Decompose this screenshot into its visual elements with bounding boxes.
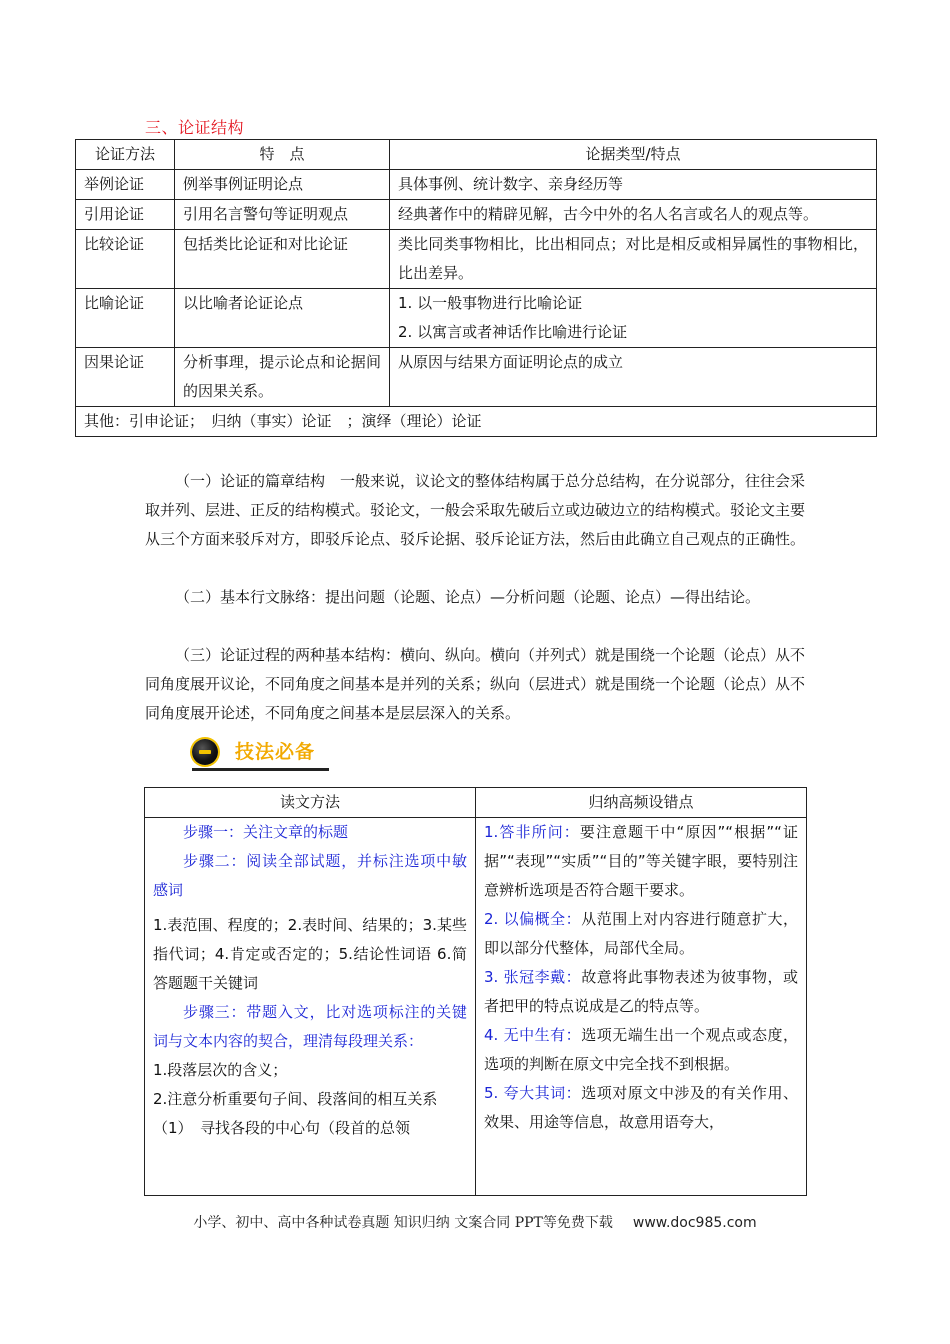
step-3-item: 2.注意分析重要句子间、段落间的相互关系: [153, 1090, 438, 1108]
header-evidence: 论据类型/特点: [390, 140, 877, 170]
header-reading-method: 读文方法: [145, 788, 476, 818]
step-3-item: 1.段落层次的含义；: [153, 1061, 288, 1079]
table-header-row: [145, 788, 807, 818]
table-row: [76, 230, 877, 289]
error-label: 2. 以偏概全：: [484, 910, 582, 928]
row-evidence: 经典著作中的精辟见解，古今中外的名人名言或名人的观点等。: [390, 200, 877, 230]
row-feature: 例举事例证明论点: [175, 170, 390, 200]
error-point: [484, 963, 798, 1021]
footer-text: 小学、初中、高中各种试卷真题 知识归纳 文案合同 PPT等免费下载: [193, 1215, 613, 1231]
row-evidence-list: [390, 289, 877, 348]
evidence-item: 2. 以寓言或者神话作比喻进行论证: [398, 323, 628, 341]
step-2: 步骤二：阅读全部试题，并标注选项中敏感词: [153, 852, 467, 899]
table-row: [76, 200, 877, 230]
row-method: 比较论证: [76, 230, 175, 289]
table-row-other: [76, 407, 877, 437]
paragraph-context: （二）基本行文脉络：提出问题（论题、论点）—分析问题（论题、论点）—得出结论。: [175, 588, 761, 606]
error-text: 选项无端生出一个观点或态度，选项的判断在原文中完全找不到根据。: [484, 1026, 798, 1073]
error-points-cell: [476, 818, 807, 1196]
section-underline: [192, 768, 329, 771]
row-evidence: 具体事例、统计数字、亲身经历等: [390, 170, 877, 200]
paragraph-structure: （一）论证的篇章结构 一般来说，议论文的整体结构属于总分总结构，在分说部分，往往会采取并列、层进、正反的结构模式。驳论文，一般会采取先破后立或边破边立的结构模式。驳论文主要从三个方面来驳斥对方，即驳斥论点、驳斥论据、驳斥论证方法，然后由此确立自己观点的正确性。: [145, 472, 806, 548]
error-label: 4. 无中生有：: [484, 1026, 582, 1044]
header-feature: 特 点: [175, 140, 390, 170]
step-3-item: （1） 寻找各段的中心句（段首的总领: [153, 1119, 411, 1137]
error-label: 1.答非所问：: [484, 823, 580, 841]
error-label: 5. 夸大其词：: [484, 1084, 582, 1102]
footer-site-link[interactable]: www.doc985.com: [632, 1215, 757, 1231]
error-point: [484, 1021, 798, 1079]
row-feature: 以比喻者论证论点: [175, 289, 390, 348]
row-method: 比喻论证: [76, 289, 175, 348]
error-point: [484, 905, 798, 963]
row-evidence: 类比同类事物相比，比出相同点；对比是相反或相异属性的事物相比，比出差异。: [390, 230, 877, 289]
row-method: 举例论证: [76, 170, 175, 200]
step-3: 步骤三：带题入文，比对选项标注的关键词与文本内容的契合，理清每段理关系：: [153, 1003, 467, 1050]
error-point: [484, 818, 798, 905]
error-label: 3. 张冠李戴：: [484, 968, 582, 986]
section2-title: 技法必备: [235, 741, 316, 763]
table-header-row: [76, 140, 877, 170]
table-row: [76, 170, 877, 200]
evidence-item: 1. 以一般事物进行比喻论证: [398, 294, 583, 312]
header-method: 论证方法: [76, 140, 175, 170]
error-text: 要注意题干中“原因”“根据”“证据”“表现”“实质”“目的”等关键字眼，要特别注意辨析选项是否符合题干要求。: [484, 823, 798, 899]
reading-steps-cell: [145, 818, 476, 1196]
argument-structure-table: [75, 139, 877, 437]
table-row: [76, 348, 877, 407]
header-error-points: 归纳高频设错点: [476, 788, 807, 818]
row-feature: 引用名言警句等证明观点: [175, 200, 390, 230]
error-text: 故意将此事物表述为彼事物，或者把甲的特点说成是乙的特点等。: [484, 968, 798, 1015]
paragraph-process: （三）论证过程的两种基本结构：横向、纵向。横向（并列式）就是围绕一个论题（论点）从不同角度展开议论，不同角度之间基本是并列的关系；纵向（层进式）就是围绕一个论题（论点）从不同角度展开论述，不同角度之间基本是层层深入的关系。: [145, 646, 806, 722]
table-row: [145, 818, 807, 1196]
table-row: [76, 289, 877, 348]
error-text: 从范围上对内容进行随意扩大，即以部分代整体，局部代全局。: [484, 910, 798, 957]
row-feature: 包括类比论证和对比论证: [175, 230, 390, 289]
row-method: 因果论证: [76, 348, 175, 407]
row-method: 引用论证: [76, 200, 175, 230]
error-point: [484, 1079, 798, 1137]
row-evidence: 从原因与结果方面证明论点的成立: [390, 348, 877, 407]
row-feature: 分析事理，提示论点和论据间的因果关系。: [175, 348, 390, 407]
error-text: 选项对原文中涉及的有关作用、效果、用途等信息，故意用语夸大，: [484, 1084, 798, 1131]
section-heading: 三、论证结构: [145, 118, 245, 137]
reading-method-table: [144, 787, 807, 1196]
section-badge-icon: [192, 739, 218, 765]
step-2-detail: 1.表范围、程度的；2.表时间、结果的；3.某些指代词；4.肯定或否定的；5.结论性词语 6.简答题题干关键词: [153, 916, 467, 992]
other-methods: 其他：引申论证； 归纳（事实）论证 ；演绎（理论）论证: [76, 407, 877, 437]
step-1: 步骤一：关注文章的标题: [183, 823, 349, 841]
page-footer: [0, 1212, 950, 1232]
